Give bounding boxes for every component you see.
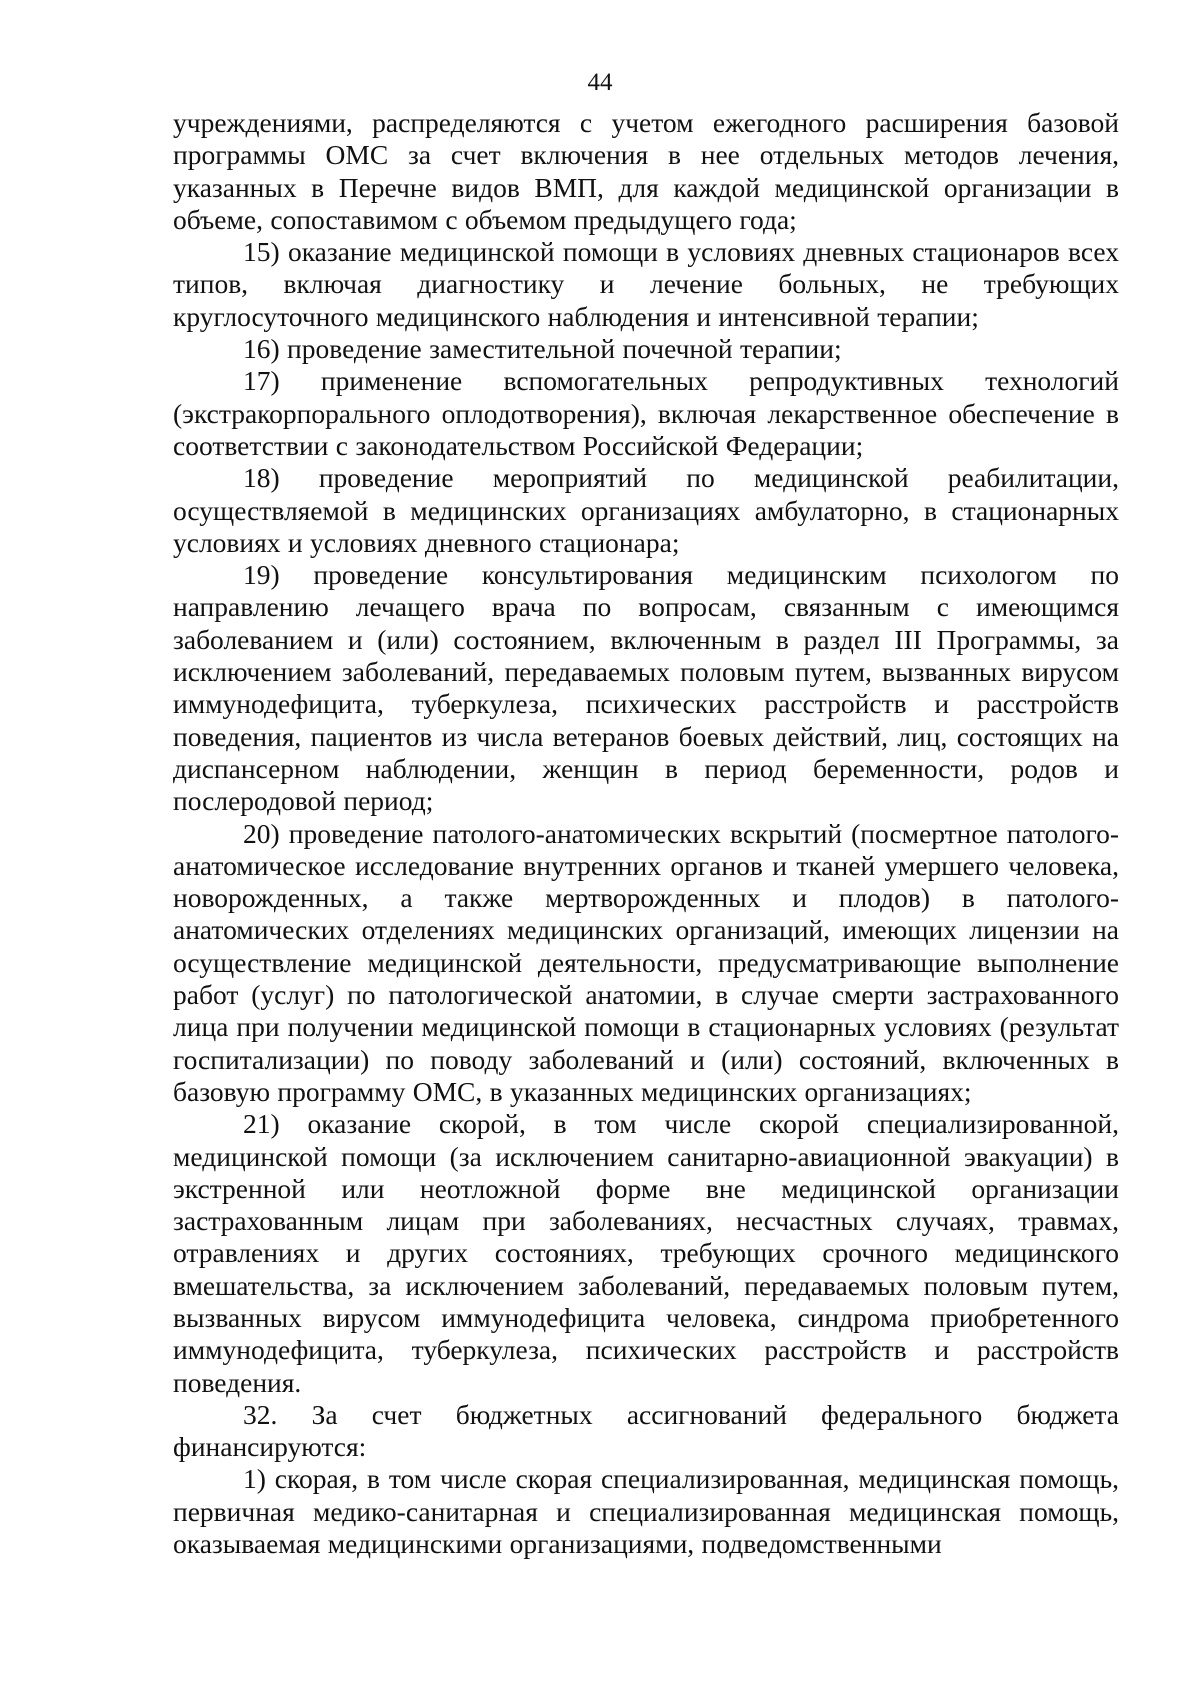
paragraph-item-15: 15) оказание медицинской помощи в условиях дневных стационаров всех типов, включая диагностику и лечение больных, не требующих круглосуточного медицинского наблюдения и интенсивной терапии; [173,236,1119,332]
paragraph-item-18: 18) проведение мероприятий по медицинской реабилитации, осуществляемой в медицинских организациях амбулаторно, в стационарных условиях и условиях дневного стационара; [173,462,1119,558]
document-body [173,107,1119,1560]
paragraph-item-19: 19) проведение консультирования медицинским психологом по направлению лечащего врача по вопросам, связанным с имеющимся заболеванием и (или) состоянием, включенным в раздел III Программы, за исключением заболеваний, передаваемых половым путем, вызванных вирусом иммунодефицита, туберкулеза, психических расстройств и расстройств поведения, пациентов из числа ветеранов боевых действий, лиц, состоящих на диспансерном наблюдении, женщин в период беременности, родов и послеродовой период; [173,559,1119,817]
paragraph-section-32: 32. За счет бюджетных ассигнований федерального бюджета финансируются: [173,1398,1119,1463]
paragraph-item-17: 17) применение вспомогательных репродуктивных технологий (экстракорпорального оплодотворения), включая лекарственное обеспечение в соответствии с законодательством Российской Федерации; [173,365,1119,461]
page-number: 44 [587,69,613,96]
paragraph-continuation: учреждениями, распределяются с учетом ежегодного расширения базовой программы ОМС за счет включения в нее отдельных методов лечения, указанных в Перечне видов ВМП, для каждой медицинской организации в объеме, сопоставимом с объемом предыдущего года; [173,107,1119,235]
paragraph-item-16: 16) проведение заместительной почечной терапии; [243,333,842,365]
paragraph-item-21: 21) оказание скорой, в том числе скорой специализированной, медицинской помощи (за исключением санитарно-авиационной эвакуации) в экстренной или неотложной форме вне медицинской организации застрахованным лицам при заболеваниях, несчастных случаях, травмах, отравлениях и других состояниях, требующих срочного медицинского вмешательства, за исключением заболеваний, передаваемых половым путем, вызванных вирусом иммунодефицита человека, синдрома приобретенного иммунодефицита, туберкулеза, психических расстройств и расстройств поведения. [173,1108,1119,1398]
paragraph-item-20: 20) проведение патолого-анатомических вскрытий (посмертное патолого-анатомическое исследование внутренних органов и тканей умершего человека, новорожденных, а также мертворожденных и плодов) в патолого-анатомических отделениях медицинских организаций, имеющих лицензии на осуществление медицинской деятельности, предусматривающие выполнение работ (услуг) по патологической анатомии, в случае смерти застрахованного лица при получении медицинской помощи в стационарных условиях (результат госпитализации) по поводу заболеваний и (или) состояний, включенных в базовую программу ОМС, в указанных медицинских организациях; [173,817,1119,1107]
paragraph-item-1: 1) скорая, в том числе скорая специализированная, медицинская помощь, первичная медико-санитарная и специализированная медицинская помощь, оказываемая медицинскими организациями, подведомственными [173,1463,1119,1560]
